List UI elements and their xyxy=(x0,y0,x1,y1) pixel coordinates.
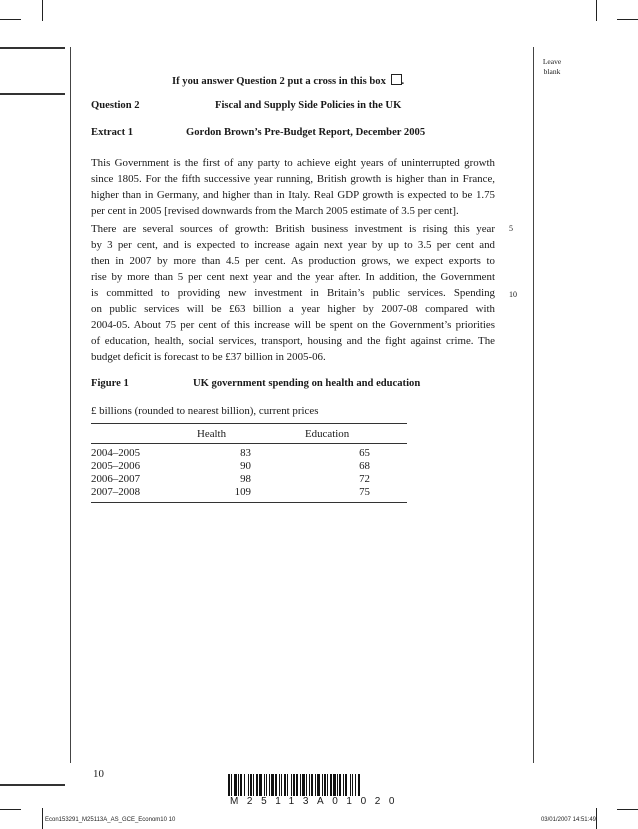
crop-mark xyxy=(0,809,21,810)
barcode-bar xyxy=(228,774,230,796)
barcode-bar xyxy=(306,774,307,796)
barcode-text: M25113A01020 xyxy=(230,796,404,807)
page-frame-left xyxy=(70,47,71,763)
barcode-bar xyxy=(324,774,326,796)
instruction xyxy=(172,74,404,87)
text-line: since 1805. For the fifth successive year running, British growth is higher than in France, xyxy=(91,173,495,185)
barcode-bar xyxy=(337,774,338,796)
barcode-bar xyxy=(287,774,288,796)
row-education: 68 xyxy=(359,460,370,472)
text-line: by 3 per cent, and is expected to increase again next year by up to 3.5 per cent and xyxy=(91,239,495,251)
row-health: 90 xyxy=(240,460,251,472)
row-health: 109 xyxy=(234,486,251,498)
extract-paragraph-2 xyxy=(91,221,495,365)
text-line: then in 2007 by more than 4.5 per cent. As production grows, we expect exports to xyxy=(91,255,495,267)
barcode-bar xyxy=(291,774,292,796)
barcode xyxy=(228,774,426,796)
crop-mark xyxy=(617,809,638,810)
text-line: budget deficit is forecast to be £37 billion in 2005-06. xyxy=(91,351,326,363)
barcode-bar xyxy=(250,774,252,796)
cross-box[interactable] xyxy=(391,74,402,85)
text-line: of education, health, social services, transport, housing and the fight against crime. The xyxy=(91,335,495,347)
barcode-bar xyxy=(271,774,274,796)
row-year: 2006–2007 xyxy=(91,473,141,485)
row-health: 98 xyxy=(240,473,251,485)
row-health: 83 xyxy=(240,447,251,459)
page-number: 10 xyxy=(93,768,104,780)
row-education: 75 xyxy=(359,486,370,498)
barcode-bar xyxy=(238,774,239,796)
barcode-bar xyxy=(296,774,298,796)
barcode-bar xyxy=(240,774,242,796)
barcode-bar xyxy=(350,774,351,796)
barcode-bar xyxy=(281,774,282,796)
figure-units: £ billions (rounded to nearest billion), current prices xyxy=(91,405,319,417)
line-number-5: 5 xyxy=(509,224,513,233)
barcode-bar xyxy=(253,774,254,796)
barcode-bar xyxy=(311,774,313,796)
barcode-bar xyxy=(322,774,323,796)
extract-label: Extract 1 xyxy=(91,127,134,138)
barcode-bar xyxy=(343,774,344,796)
barcode-bar xyxy=(284,774,286,796)
column-header-education: Education xyxy=(305,428,350,440)
barcode-bar xyxy=(345,774,347,796)
instruction-period: . xyxy=(401,76,405,87)
column-header-health: Health xyxy=(197,428,227,440)
instruction-text: If you answer Question 2 put a cross in this box xyxy=(172,76,386,87)
text-line: per cent in 2005 [revised downwards from the March 2005 estimate of 3.5 per cent]. xyxy=(91,205,459,217)
crop-mark xyxy=(42,808,43,829)
barcode-bar xyxy=(259,774,262,796)
row-year: 2007–2008 xyxy=(91,486,141,498)
table-bottom-rule xyxy=(91,502,407,503)
crop-mark xyxy=(596,808,597,829)
barcode-bar xyxy=(355,774,356,796)
leave-blank-line: blank xyxy=(543,67,561,76)
barcode-bar xyxy=(269,774,270,796)
margin-bar xyxy=(0,93,65,95)
barcode-bar xyxy=(256,774,258,796)
barcode-bar xyxy=(352,774,353,796)
row-year: 2004–2005 xyxy=(91,447,141,459)
extract-title: Gordon Brown’s Pre-Budget Report, December 2005 xyxy=(186,127,426,138)
crop-mark xyxy=(596,0,597,21)
barcode-bar xyxy=(302,774,305,796)
barcode-bar xyxy=(279,774,280,796)
extract-paragraph-1 xyxy=(91,155,495,219)
text-line: There are several sources of growth: British business investment is rising this year xyxy=(91,223,495,235)
crop-mark xyxy=(0,19,21,20)
margin-bar xyxy=(0,784,65,786)
barcode-bar xyxy=(309,774,310,796)
barcode-bar xyxy=(266,774,267,796)
barcode-bar xyxy=(330,774,332,796)
crop-mark xyxy=(42,0,43,21)
barcode-bar xyxy=(300,774,301,796)
barcode-bar xyxy=(339,774,341,796)
barcode-bar xyxy=(234,774,237,796)
row-year: 2005–2006 xyxy=(91,460,141,472)
row-education: 72 xyxy=(359,473,370,485)
margin-bar xyxy=(0,47,65,49)
table-header-rule xyxy=(91,443,407,444)
barcode-bar xyxy=(317,774,320,796)
question-title: Fiscal and Supply Side Policies in the UK xyxy=(215,100,402,111)
leave-blank-label xyxy=(537,57,567,77)
barcode-bar xyxy=(315,774,316,796)
figure-title: UK government spending on health and education xyxy=(193,378,421,389)
text-line: 2004-05. About 75 per cent of this increase will be spent on the Government’s priorities xyxy=(91,319,495,331)
footer-job-ref: Econ153291_M25113A_AS_GCE_Econom10 10 xyxy=(45,817,176,823)
barcode-bar xyxy=(244,774,245,796)
text-line: This Government is the first of any party to achieve eight years of uninterrupted growth xyxy=(91,157,495,169)
barcode-bar xyxy=(264,774,265,796)
barcode-bar xyxy=(248,774,249,796)
row-education: 65 xyxy=(359,447,370,459)
table-top-rule xyxy=(91,423,407,424)
figure-label: Figure 1 xyxy=(91,378,129,389)
text-line: is committed to providing new investment in Britain’s public services. Spending xyxy=(91,287,495,299)
barcode-bar xyxy=(275,774,277,796)
barcode-bar xyxy=(327,774,328,796)
page-frame-right xyxy=(533,47,534,763)
text-line: on public services will be £63 billion a year higher by 2007-08 compared with xyxy=(91,303,495,315)
line-number-10: 10 xyxy=(509,290,517,299)
text-line: rise by more than 5 per cent next year and the year after. In addition, the Government xyxy=(91,271,495,283)
text-line: higher than in Germany, and higher than in Italy. Real GDP growth is expected to be 1.75 xyxy=(91,189,495,201)
barcode-bar xyxy=(231,774,232,796)
barcode-bar xyxy=(358,774,360,796)
crop-mark xyxy=(617,19,638,20)
barcode-bar xyxy=(293,774,295,796)
footer-timestamp: 03/01/2007 14:51:49 xyxy=(540,817,596,823)
leave-blank-line: Leave xyxy=(542,57,562,66)
question-label: Question 2 xyxy=(91,100,140,111)
barcode-bar xyxy=(333,774,336,796)
